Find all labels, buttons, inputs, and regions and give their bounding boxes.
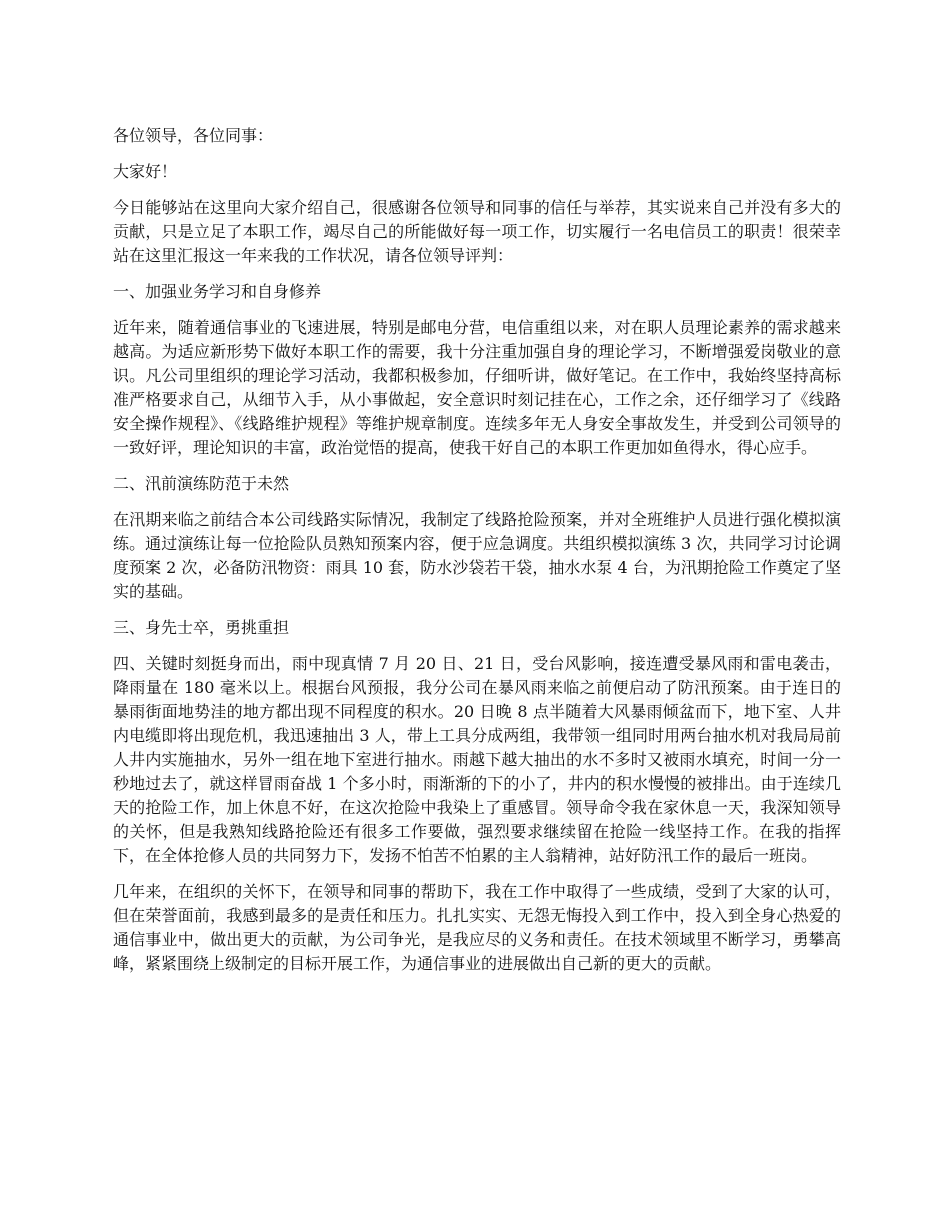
greeting: 各位领导，各位同事：: [113, 126, 274, 145]
intro-paragraph: 今日能够站在这里向大家介绍自己，很感谢各位领导和同事的信任与举荐，其实说来自己并没有多大的贡献，只是立足了本职工作，竭尽自己的所能做好每一项工作，切实履行一名电信员工的职责！很荣幸站在这里汇报这一年来我的工作状况，请各位领导评判：: [113, 198, 841, 265]
section-3-heading: 三、身先士卒，勇挑重担: [113, 618, 290, 637]
section-1-paragraph: 近年来，随着通信事业的飞速进展，特别是邮电分营，电信重组以来，对在职人员理论素养的需求越来越高。为适应新形势下做好本职工作的需要，我十分注重加强自身的理论学习，不断增强爱岗敬业的意识。凡公司里组织的理论学习活动，我都积极参加，仔细听讲，做好笔记。在工作中，我始终坚持高标准严格要求自己，从细节入手，从小事做起，安全意识时刻记挂在心，工作之余，还仔细学习了《线路安全操作规程》、《线路维护规程》等维护规章制度。连续多年无人身安全事故发生，并受到公司领导的一致好评，理论知识的丰富，政治觉悟的提高，使我干好自己的本职工作更加如鱼得水，得心应手。: [113, 318, 841, 457]
section-1-heading: 一、加强业务学习和自身修养: [113, 282, 322, 301]
section-4-paragraph: 四、关键时刻挺身而出，雨中现真情 7 月 20 日、21 日，受台风影响，接连遭受暴风雨和雷电袭击，降雨量在 180 毫米以上。根据台风预报，我分公司在暴风雨来临之前便启动了防汛预案。由于连日的暴雨街面地势洼的地方都出现不同程度的积水。20 日晚 8 点半随着大风暴雨倾盆而下，地下室、人井内电缆即将出现危机，我迅速抽出 3 人，带上工具分成两组，我带领一组同时用两台抽水机对我局局前人井内实施抽水，另外一组在地下室进行抽水。雨越下越大抽出的水不多时又被雨水填充，时间一分一秒地过去了，就这样冒雨奋战 1 个多小时，雨渐渐的下的小了，井内的积水慢慢的被排出。由于连续几天的抢险工作，加上休息不好，在这次抢险中我染上了重感冒。领导命令我在家休息一天，我深知领导的关怀，但是我熟知线路抢险还有很多工作要做，强烈要求继续留在抢险一线坚持工作。在我的指挥下，在全体抢修人员的共同努力下，发扬不怕苦不怕累的主人翁精神，站好防汛工作的最后一班岗。: [113, 654, 841, 865]
section-2-paragraph: 在汛期来临之前结合本公司线路实际情况，我制定了线路抢险预案，并对全班维护人员进行强化模拟演练。通过演练让每一位抢险队员熟知预案内容，便于应急调度。共组织模拟演练 3 次，共同学习讨论调度预案 2 次，必备防汛物资：雨具 10 套，防水沙袋若干袋，抽水水泵 4 台，为汛期抢险工作奠定了坚实的基础。: [113, 510, 841, 601]
section-2-heading: 二、汛前演练防范于未然: [113, 474, 290, 493]
salutation: 大家好！: [113, 162, 178, 181]
document-page: [113, 124, 841, 988]
conclusion-paragraph: 几年来，在组织的关怀下，在领导和同事的帮助下，我在工作中取得了一些成绩，受到了大家的认可，但在荣誉面前，我感到最多的是责任和压力。扎扎实实、无怨无悔投入到工作中，投入到全身心热爱的通信事业中，做出更大的贡献，为公司争光，是我应尽的义务和责任。在技术领域里不断学习，勇攀高峰，紧紧围绕上级制定的目标开展工作，为通信事业的进展做出自己新的更大的贡献。: [113, 882, 841, 973]
